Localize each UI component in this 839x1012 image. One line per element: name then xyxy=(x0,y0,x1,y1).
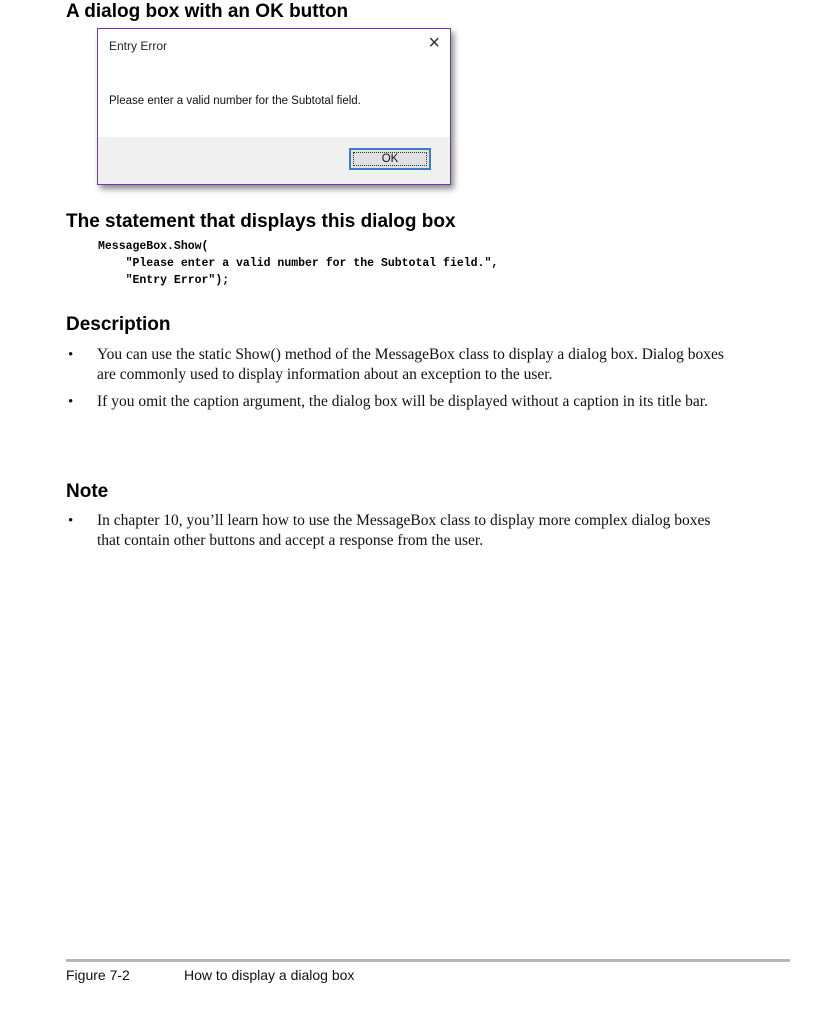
heading-description: Description xyxy=(66,314,171,335)
code-line: "Please enter a valid number for the Subtotal field.", xyxy=(98,257,499,270)
bullet: • xyxy=(68,513,74,529)
description-list xyxy=(66,345,736,419)
list-item xyxy=(66,511,736,551)
dialog-title: Entry Error xyxy=(109,39,168,53)
list-item xyxy=(66,345,736,385)
bullet: • xyxy=(68,394,74,410)
list-item-text: You can use the static Show() method of the MessageBox class to display a dialog box. Dialog boxes are commonly used to display information about an exception to the user. xyxy=(97,346,724,383)
ok-button[interactable]: OK xyxy=(349,148,431,170)
code-line: MessageBox.Show( xyxy=(98,240,209,253)
message-dialog xyxy=(97,28,451,185)
figure-number: Figure 7-2 xyxy=(66,967,130,983)
note-list xyxy=(66,511,736,558)
list-item xyxy=(66,392,736,412)
heading-note: Note xyxy=(66,481,109,502)
code-line: "Entry Error"); xyxy=(98,274,230,287)
heading-statement: The statement that displays this dialog box xyxy=(66,211,456,232)
dialog-button-bar xyxy=(98,137,450,184)
list-item-text: In chapter 10, you’ll learn how to use the MessageBox class to display more complex dialog boxes that contain other buttons and accept a response from the user. xyxy=(97,512,711,549)
footer-divider xyxy=(66,959,790,962)
list-item-text: If you omit the caption argument, the dialog box will be displayed without a caption in its title bar. xyxy=(97,393,708,410)
bullet: • xyxy=(68,347,74,363)
figure-title: How to display a dialog box xyxy=(184,967,355,983)
close-icon[interactable]: × xyxy=(428,32,440,54)
dialog-message: Please enter a valid number for the Subtotal field. xyxy=(109,95,361,107)
code-sample xyxy=(98,238,498,289)
heading-dialog-example: A dialog box with an OK button xyxy=(66,1,349,22)
